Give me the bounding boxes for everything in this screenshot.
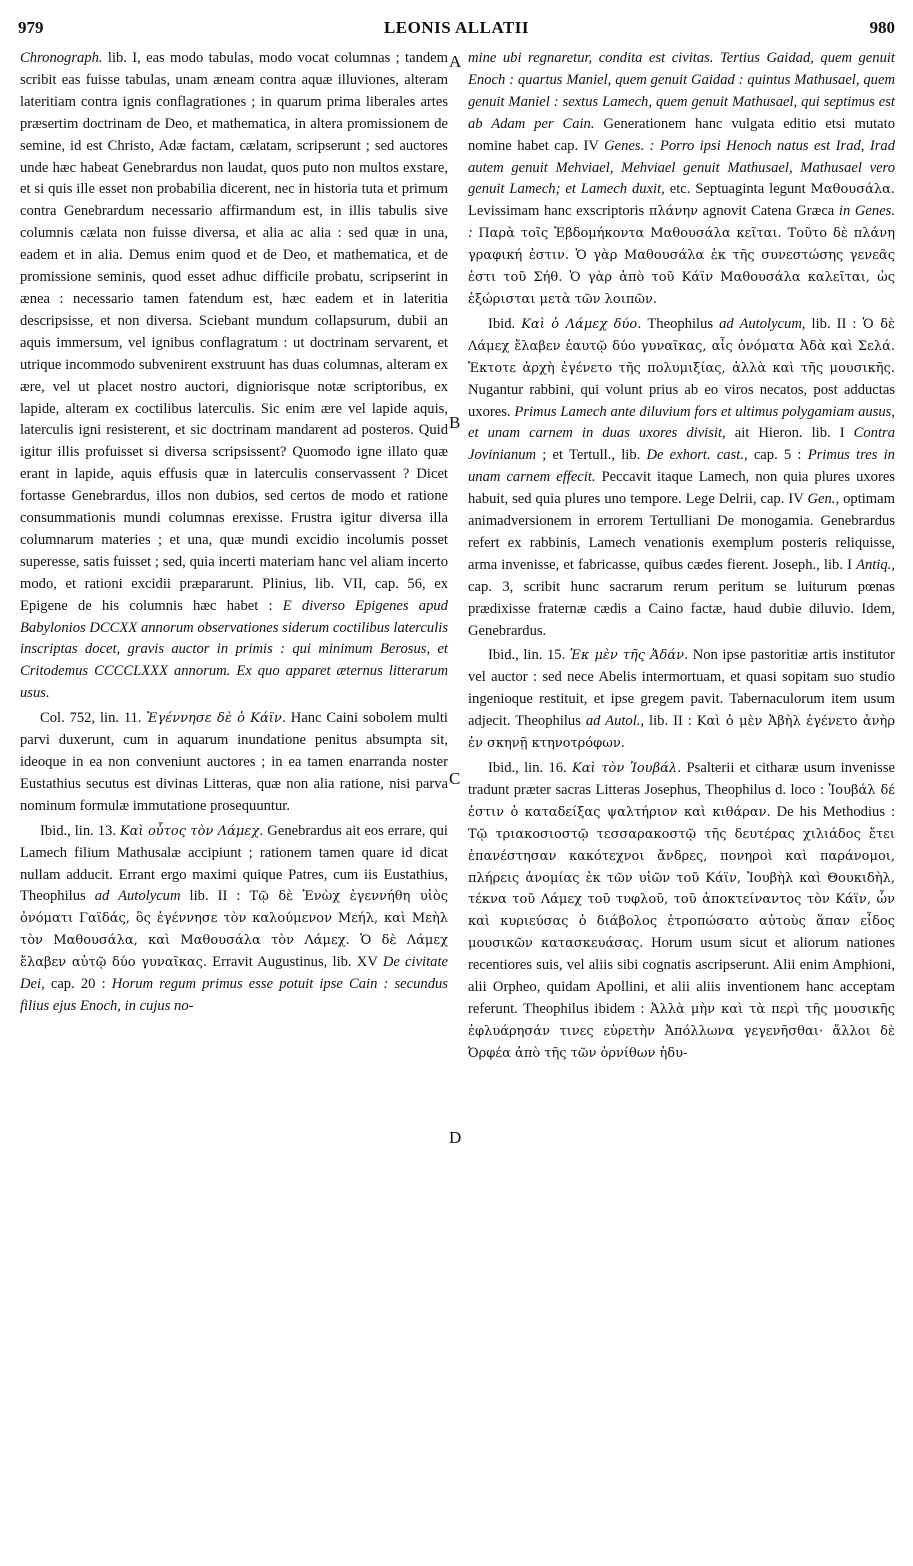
text-run: Horum usum sicut et aliorum nationes recentiores suis, vel aliis sibi cognatis ascripserunt. Alii enim Amphioni, alii Orpheo, quidam Apollini, et alii aliis inventionem hanc acceptam referunt. Theophilus ibidem : — [468, 935, 895, 1017]
text-run: Καὶ ὁ Λάμεχ δύο. — [521, 316, 642, 332]
text-run: in Genes. : — [468, 203, 896, 242]
text-run: Col. 752, lin. 11. — [40, 710, 147, 727]
margin-letters — [449, 0, 467, 1566]
paragraph — [468, 48, 895, 311]
right-column — [468, 48, 895, 1065]
text-run: Ἐγέννησε δὲ ὁ Κάϊν. — [146, 711, 286, 727]
text-run: Psalterii et citharæ usum invenisse tradunt præter sacras Litteras Josephus, Theophilus d. loco : — [468, 760, 895, 798]
text-run: Contra Jovinianum — [468, 425, 896, 464]
text-run: Ibid., lin. 15. — [488, 647, 570, 664]
text-run: Genes. : Porro ipsi Henoch natus est Irad, Irad autem genuit Mehviael, Mehviael genuit Mathusael, Mathusael vero genuit Lamech; et Lamech duxit, — [468, 137, 895, 198]
text-run: lib. II : — [644, 713, 697, 730]
text-run: Hanc Caini sobolem multi parvi duxerunt, cum in aquarum inundatione penitus absumpta sit, ideoque in ea non conveniunt auctores ; in ea tamen enarranda noster Eustathius secutus est divinas Litteras, quæ non alia ratione, nisi parva nominum formulæ immutatione prosequuntur. — [20, 710, 448, 814]
text-run: agnovit Catena Græca — [698, 203, 839, 220]
text-run: Καὶ ὁ μὲν Ἀβὴλ ἐγένετο ἀνὴρ ἐν σκηνῇ κτηνοτρόφων. — [468, 714, 895, 752]
text-run: etc. Septuaginta legunt — [664, 181, 811, 198]
text-run: Generationem hanc vulgata editio etsi mutato nomine habet cap. IV — [468, 115, 895, 154]
paragraph — [20, 48, 448, 705]
text-run: cap. 20 : — [44, 976, 112, 993]
paragraph — [468, 645, 895, 755]
margin-letter-d: D — [449, 1128, 462, 1147]
text-run: Non ipse pastoritiæ artis institutor vel auctor : sed nece Abelis intermortuam, et quasi sopitam suo studio ingenioque restituit, et ipse gregem pavit. Tabernaculorum item usum adjecit. Theophilus — [468, 647, 895, 730]
paragraph — [468, 758, 895, 1065]
text-run: Ὁ δὲ Λάμεχ ἔλαβεν ἑαυτῷ δύο γυναῖκας, αἷς ὀνόματα Ἀδὰ καὶ Σελά. Ἐκτοτε ἀρχὴ ἐγένετο τῆς πολυμιξίας, ἀλλὰ καὶ τῆς μουσικῆς. — [468, 316, 895, 376]
text-run: Τῷ τριακοσιοστῷ τεσσαρακοστῷ τῆς δευτέρας χιλιάδος ἔτει ἐπανέστησαν κακότεχνοι ἄνδρες, πονηροὶ καὶ παράνομοι, πλήρεις ἀνομίας ἐκ τῶν υἱῶν τοῦ Κάϊν, Ἰουβὴλ καὶ Θουκιδὴλ, τέκνα τοῦ Λάμεχ τοῦ τυφλοῦ, τοῦ ἀποκτείναντος τὸν Κάϊν, ὧν καὶ κυριεύσας ὁ διάβολος ἐτροπώσατο αὐτοὺς ἅπαν εἶδος μουσικῶν κατασκευάσας. — [468, 826, 895, 952]
text-run: ad Autolycum, — [719, 315, 806, 332]
margin-letter-a: A — [449, 52, 462, 71]
text-run: Peccavit itaque Lamech, non quia plures uxores habuit, sed quia plures uno tempore. Lege Delrii, cap. IV — [468, 469, 895, 508]
text-run: ; et Tertull., lib. — [536, 447, 647, 464]
text-run: De exhort. cast., — [646, 447, 748, 464]
text-run: Erravit Augustinus, lib. XV — [207, 954, 383, 971]
text-run: lib. I, eas modo tabulas, modo vocat columnas ; tandem scribit eas fuisse tabulas, unam æneam contra aquæ illuviones, alteram lateritiam contra ignis conflagrationes ; in quarum prima liberales artes præsertim doctrinam de Deo, et mathematica, in altera promissionem de semine, id est Christo, Adæ factam, cælatam, scripserunt ; sed auctores unde hæc habeat Genebrardus non laudat, quos puto non multos exstare, et si quis ille esset non probabilia dicerent, nec in historia tuta et primum contra Genebrardum necessario affirmandum est, in illis tabulis sive columnis cælata non fuisse diversa, et alia ac alia : sed quæ in una, eadem et in alia. Demus enim quod et de Deo, et mathematica, et de promissione seminis, quod esset adhuc difficile probatu, scripserint in ænea : necessario tamen fatendum est, hæc eadem et in lateritia descripsisse, et non diversa. Sciebant mundum collapsurum, dubii an aquis immersum, vel ignibus conflagratum : ut doctrinam servarent, et utrique incommodo subvenirent exstruunt has duas columnas, alteram ex ære, vel ut placet nostro auctori, digniorisque notæ scriptoribus, ex lapide, alteram ex coctilibus laterculis. Sic enim ære vel lapide aquis, laterculis igni resisterent, et sic doctrinam mandarent ad posteros. Quid igitur illis profuisset si diversa scripsissent? Quomodo igne illato quæ erant in lapide, aquis effusis quæ in laterculis conservassent ? Dicet fortasse Genebrardus, illos non dubios, sed certos de modo et ratione consummationis mundi columnas erexisse. Frustra igitur diversa illa columnarum materies ; et una, quæ mundi excidio incolumis posset superesse, satis fuisset ; sed, quia incerti materiam hanc vel aliam incerto modo, et rationi excidii præpararunt. Plinius, lib. VII, cap. 56, ex Epigene de his columnis hæc habet : — [20, 50, 448, 614]
left-column — [20, 48, 448, 1018]
text-run: Theophilus — [641, 315, 720, 332]
text-run: Chronograph. — [20, 50, 103, 66]
text-run: Horum regum primus esse potuit ipse Cain : secundus filius ejus Enoch, in cujus no- — [20, 976, 448, 1014]
margin-letter-b: B — [449, 413, 461, 432]
text-run: optimam animadversionem in errorem Tertulliani De monogamia. Genebrardus refert ex rabbinis, Lamech venationis exemplum posteris reliquisse, arma invenisse, et fabricasse, quibus cædes fierent. Joseph., lib. I — [468, 491, 895, 573]
text-run: Ἰουβάλ δέ ἐστιν ὁ καταδείξας ψαλτήριον καὶ κιθάραν. — [468, 782, 896, 820]
text-run: lib. II : — [805, 315, 863, 332]
text-run: Τῷ δὲ Ἐνὼχ ἐγεννήθη υἱὸς ὀνόματι Γαϊδάς, ὃς ἐγέννησε τὸν καλούμενον Μεήλ, καὶ Μεὴλ τὸν Μαθουσάλα, καὶ Μαθουσάλα τὸν Λάμεχ. Ὁ δὲ Λάμεχ ἔλαβεν αὐτῷ δύο γυναῖκας. — [20, 889, 448, 971]
text-run: Καὶ οὗτος τὸν Λάμεχ. — [119, 823, 264, 839]
text-run: Ibid., lin. 13. — [40, 822, 120, 839]
text-run: Ἀλλὰ μὴν καὶ τὰ περὶ τῆς μουσικῆς ἐφλυάρησάν τινες εὑρετὴν Ἀπόλλωνα γεγενῆσθαι· ἄλλοι δὲ Ὀρφέα ἀπὸ τῆς τῶν ὀρνίθων ἡδυ- — [468, 1001, 895, 1061]
text-run: Ἐκ μὲν τῆς Ἀδάν. — [569, 648, 689, 664]
page-number-right: 980 — [869, 18, 895, 37]
text-run: Καὶ τὸν Ἰουβάλ. — [572, 761, 682, 776]
text-run: Primus Lamech ante diluvium fors et ultimus polygamiam ausus, et unam carnem in duas uxores divisit, — [468, 403, 895, 442]
text-run: ad Autolycum — [94, 888, 181, 905]
page-number-left: 979 — [18, 18, 44, 37]
running-title: LEONIS ALLATII — [383, 18, 530, 37]
text-run: lib. II : — [180, 888, 250, 905]
text-run: Primus tres in unam carnem effecit. — [468, 447, 895, 486]
text-run: πλάνην — [648, 204, 699, 220]
paragraph — [20, 821, 448, 1018]
text-run: Antiq., — [856, 556, 895, 573]
margin-letter-c: C — [449, 769, 461, 788]
text-run: ait Hieron. lib. I — [725, 425, 854, 442]
text-run: Levissimam hanc exscriptoris — [468, 203, 649, 220]
text-run: Gen., — [807, 491, 840, 508]
paragraph — [468, 314, 895, 643]
text-run: mine ubi regnaretur, condita est civitas. Tertius Gaidad, quem genuit Enoch : quartus Maniel, quem genuit Gaidad : quintus Mathusael, quem genuit Maniel : sextus Lamech, quem genuit Mathusael, qui septimus est ab Adam per Cain. — [468, 50, 895, 132]
text-run: De his Methodius : — [770, 803, 895, 820]
paragraph — [20, 708, 448, 818]
text-run: Ibid., lin. 16. — [488, 760, 572, 776]
text-run: Μαθουσάλα. — [810, 182, 895, 198]
text-run: De civitate Dei, — [20, 954, 448, 993]
text-run: Ibid. — [488, 315, 522, 332]
text-run: Nugantur rabbini, qui volunt prius ab eo viros necatos, post adductas uxores. — [468, 381, 895, 420]
text-run: Παρὰ τοῖς Ἑβδομήκοντα Μαθουσάλα κεῖται. Τοῦτο δὲ πλάνη γραφική ἐστιν. Ὁ γὰρ Μαθουσάλα ἐκ τῆς συνεστώσης γενεᾶς ἐστι τοῦ Σήθ. Ὁ γὰρ ἀπὸ τοῦ Κάϊν Μαθουσάλα καλεῖται, ὡς ἐξώρισται μετὰ τῶν λοιπῶν. — [468, 226, 895, 307]
text-run: ad Autol., — [585, 713, 645, 730]
text-run: Genebrardus ait eos errare, qui Lamech filium Mathusalæ accipiunt ; rationem tamen quare id dicat nullam adducit. Errant ergo maximi quique Patres, cum iis Eustathius, Theophilus — [20, 822, 448, 905]
text-run: cap. 3, scribit hunc sacrarum rerum peritum se luiturum pœnas prædixisse fraternæ cædis a Caino factæ, haud dubie diluvio. Idem, Genebrardus. — [468, 578, 895, 639]
text-run: E diverso Epigenes apud Babylonios DCCXX annorum observationes siderum coctilibus laterculis inscriptas docet, gravis auctor in primis : qui minimum Berosus, et Critodemus CCCCLXXX annorum. Ex quo apparet æternus litterarum usus. — [20, 597, 448, 702]
text-run: cap. 5 : — [747, 447, 808, 464]
